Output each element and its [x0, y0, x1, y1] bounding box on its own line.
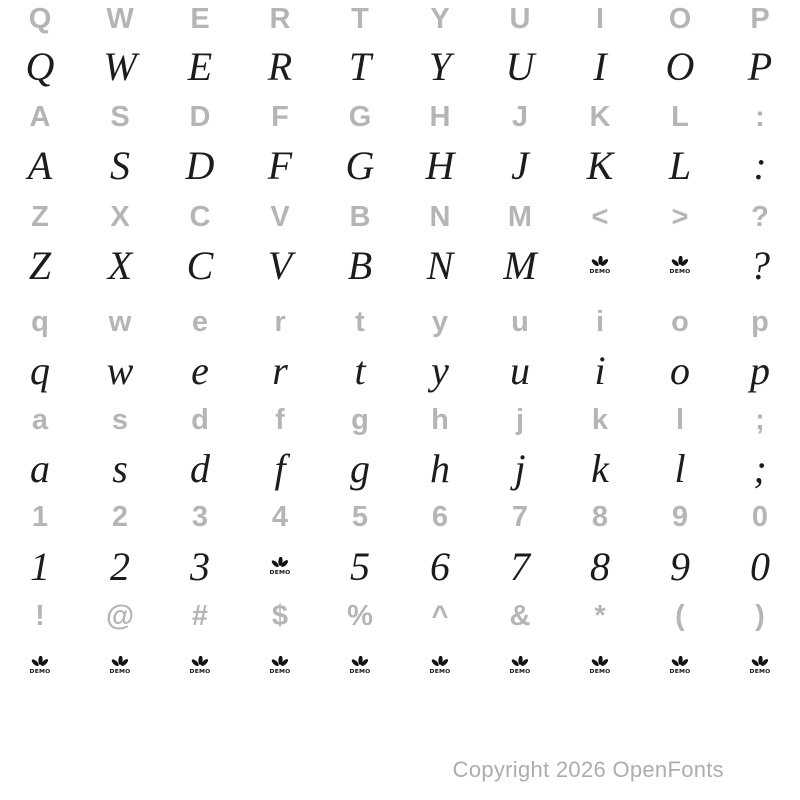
demo-glyph-mark	[590, 256, 611, 275]
glyph-row-9	[0, 395, 800, 445]
glyph-row-11	[0, 492, 800, 542]
glyph-cell: q	[31, 305, 49, 338]
glyph-cell: w	[108, 305, 132, 338]
glyph-cell: d	[190, 445, 210, 491]
glyph-cell: h	[430, 445, 450, 491]
glyph-cell: g	[350, 445, 370, 491]
glyph-cell: Y	[430, 2, 450, 35]
glyph-cell: <	[591, 200, 609, 233]
glyph-cell: 2	[111, 500, 129, 533]
glyph-cell: V	[270, 200, 290, 233]
demo-glyph-mark	[190, 656, 211, 675]
glyph-cell: r	[272, 347, 288, 393]
glyph-cell: 3	[190, 543, 210, 589]
demo-glyph-mark	[430, 656, 451, 675]
glyph-row-10	[0, 443, 800, 493]
glyph-cell: u	[511, 305, 529, 338]
glyph-cell: X	[110, 200, 130, 233]
demo-glyph-label: DEMO	[669, 667, 691, 675]
glyph-cell: 6	[430, 543, 450, 589]
glyph-cell: a	[30, 445, 50, 491]
demo-glyph-label: DEMO	[189, 667, 211, 675]
glyph-cell: &	[509, 599, 531, 632]
glyph-cell: Q	[25, 43, 55, 89]
glyph-cell: A	[27, 142, 53, 188]
glyph-cell: B	[347, 242, 373, 288]
glyph-cell: M	[503, 242, 537, 288]
glyph-cell: s	[111, 403, 129, 436]
glyph-row-5	[0, 192, 800, 242]
demo-glyph	[80, 640, 160, 690]
demo-glyph-label: DEMO	[589, 267, 611, 275]
demo-glyph-mark	[110, 656, 131, 675]
glyph-cell: J	[511, 142, 529, 188]
glyph-cell: O	[668, 2, 692, 35]
glyph-cell: R	[267, 43, 293, 89]
demo-fleuron-icon	[110, 656, 130, 668]
glyph-cell: 6	[431, 500, 449, 533]
glyph-cell: g	[351, 403, 369, 436]
glyph-cell: P	[750, 2, 770, 35]
glyph-row-1	[0, 0, 800, 44]
demo-glyph	[240, 541, 320, 591]
glyph-cell: 4	[271, 500, 289, 533]
demo-glyph-label: DEMO	[269, 667, 291, 675]
demo-glyph-label: DEMO	[29, 667, 51, 675]
glyph-cell: p	[751, 305, 769, 338]
glyph-cell: I	[595, 2, 605, 35]
glyph-cell: T	[348, 43, 372, 89]
demo-glyph	[0, 640, 80, 690]
glyph-cell: ;	[753, 445, 767, 491]
demo-glyph	[480, 640, 560, 690]
glyph-cell: W	[103, 43, 137, 89]
glyph-cell: !	[35, 599, 45, 632]
glyph-cell: ?	[750, 242, 770, 288]
glyph-cell: Q	[28, 2, 52, 35]
demo-fleuron-icon	[270, 557, 290, 569]
glyph-cell: 3	[191, 500, 209, 533]
glyph-cell: P	[747, 43, 773, 89]
glyph-cell: ?	[751, 200, 769, 233]
demo-fleuron-icon	[590, 656, 610, 668]
glyph-cell: u	[510, 347, 530, 393]
glyph-cell: M	[507, 200, 533, 233]
demo-glyph	[640, 640, 720, 690]
glyph-cell: w	[106, 347, 134, 393]
glyph-cell: T	[351, 2, 369, 35]
demo-glyph	[160, 640, 240, 690]
glyph-cell: D	[189, 100, 211, 133]
glyph-cell: E	[190, 2, 210, 35]
glyph-cell: N	[429, 200, 451, 233]
glyph-cell: R	[269, 2, 291, 35]
glyph-cell: G	[348, 100, 372, 133]
glyph-cell: B	[349, 200, 371, 233]
glyph-row-14	[0, 640, 800, 690]
demo-fleuron-icon	[30, 656, 50, 668]
demo-glyph-label: DEMO	[269, 568, 291, 576]
glyph-cell: $	[271, 599, 289, 632]
glyph-cell: 7	[510, 543, 530, 589]
demo-glyph	[400, 640, 480, 690]
glyph-cell: 1	[30, 543, 50, 589]
glyph-cell: V	[267, 242, 293, 288]
glyph-cell: N	[426, 242, 454, 288]
glyph-cell: G	[345, 142, 375, 188]
demo-glyph-label: DEMO	[429, 667, 451, 675]
glyph-cell: ;	[755, 403, 765, 436]
demo-glyph-mark	[30, 656, 51, 675]
glyph-cell: o	[671, 305, 689, 338]
demo-glyph-label: DEMO	[509, 667, 531, 675]
demo-glyph-label: DEMO	[349, 667, 371, 675]
glyph-cell: H	[429, 100, 451, 133]
demo-glyph-label: DEMO	[109, 667, 131, 675]
demo-fleuron-icon	[670, 656, 690, 668]
glyph-cell: 2	[110, 543, 130, 589]
glyph-cell: e	[191, 305, 209, 338]
glyph-cell: f	[275, 403, 285, 436]
glyph-row-8	[0, 345, 800, 395]
glyph-cell: K	[586, 142, 614, 188]
glyph-cell: 7	[511, 500, 529, 533]
glyph-cell: F	[267, 142, 293, 188]
glyph-cell: #	[191, 599, 209, 632]
demo-fleuron-icon	[590, 256, 610, 268]
demo-glyph	[560, 640, 640, 690]
glyph-row-6	[0, 240, 800, 290]
demo-fleuron-icon	[190, 656, 210, 668]
demo-fleuron-icon	[350, 656, 370, 668]
glyph-cell: D	[185, 142, 215, 188]
glyph-row-3	[0, 92, 800, 142]
glyph-cell: >	[671, 200, 689, 233]
demo-fleuron-icon	[510, 656, 530, 668]
glyph-cell: k	[591, 445, 609, 491]
glyph-row-2	[0, 41, 800, 91]
glyph-cell: y	[431, 347, 449, 393]
glyph-cell: O	[665, 43, 695, 89]
glyph-cell: f	[274, 445, 286, 491]
glyph-cell: I	[593, 43, 607, 89]
glyph-row-7	[0, 297, 800, 347]
demo-glyph	[720, 640, 800, 690]
glyph-cell: X	[107, 242, 133, 288]
glyph-cell: d	[191, 403, 209, 436]
copyright-text: Copyright 2026 OpenFonts	[452, 757, 724, 782]
glyph-cell: :	[753, 142, 767, 188]
demo-glyph	[560, 240, 640, 290]
glyph-cell: E	[187, 43, 213, 89]
glyph-cell: L	[668, 142, 692, 188]
demo-glyph	[640, 240, 720, 290]
glyph-cell: h	[431, 403, 449, 436]
glyph-cell: %	[347, 599, 373, 632]
demo-glyph	[240, 640, 320, 690]
demo-glyph	[320, 640, 400, 690]
demo-glyph-mark	[670, 256, 691, 275]
glyph-cell: )	[755, 599, 765, 632]
glyph-cell: 5	[350, 543, 370, 589]
glyph-cell: r	[274, 305, 286, 338]
glyph-cell: 9	[670, 543, 690, 589]
demo-glyph-mark	[270, 557, 291, 576]
glyph-cell: U	[505, 43, 535, 89]
glyph-row-4	[0, 140, 800, 190]
demo-glyph-label: DEMO	[589, 667, 611, 675]
glyph-cell: k	[591, 403, 609, 436]
glyph-cell: Z	[28, 242, 52, 288]
demo-glyph-mark	[350, 656, 371, 675]
glyph-cell: q	[30, 347, 50, 393]
demo-glyph-mark	[590, 656, 611, 675]
glyph-cell: y	[431, 305, 449, 338]
glyph-cell: C	[189, 200, 211, 233]
glyph-cell: 0	[751, 500, 769, 533]
glyph-cell: U	[509, 2, 531, 35]
glyph-cell: :	[755, 100, 765, 133]
glyph-cell: K	[589, 100, 611, 133]
glyph-cell: l	[674, 445, 686, 491]
glyph-cell: t	[355, 305, 365, 338]
glyph-cell: 9	[671, 500, 689, 533]
glyph-cell: L	[671, 100, 689, 133]
glyph-cell: 1	[31, 500, 49, 533]
glyph-cell: ^	[431, 599, 449, 632]
glyph-cell: 8	[590, 543, 610, 589]
glyph-cell: o	[670, 347, 690, 393]
demo-fleuron-icon	[670, 256, 690, 268]
demo-glyph-label: DEMO	[749, 667, 771, 675]
glyph-cell: A	[29, 100, 51, 133]
glyph-cell: 5	[351, 500, 369, 533]
glyph-cell: H	[425, 142, 455, 188]
demo-glyph-mark	[270, 656, 291, 675]
demo-fleuron-icon	[270, 656, 290, 668]
demo-glyph-label: DEMO	[669, 267, 691, 275]
glyph-cell: @	[105, 599, 135, 632]
glyph-cell: S	[110, 142, 130, 188]
demo-glyph-mark	[750, 656, 771, 675]
glyph-cell: j	[515, 403, 525, 436]
glyph-cell: l	[675, 403, 685, 436]
glyph-cell: e	[191, 347, 209, 393]
glyph-cell: s	[112, 445, 128, 491]
demo-glyph-mark	[510, 656, 531, 675]
glyph-cell: S	[110, 100, 130, 133]
glyph-cell: 8	[591, 500, 609, 533]
glyph-cell: J	[511, 100, 529, 133]
glyph-cell: 0	[750, 543, 770, 589]
glyph-cell: i	[595, 305, 605, 338]
glyph-cell: p	[750, 347, 770, 393]
glyph-row-13	[0, 591, 800, 641]
glyph-cell: a	[31, 403, 49, 436]
glyph-cell: W	[106, 2, 134, 35]
glyph-cell: *	[594, 599, 606, 632]
glyph-cell: (	[675, 599, 685, 632]
glyph-cell: F	[271, 100, 289, 133]
glyph-cell: C	[186, 242, 214, 288]
demo-fleuron-icon	[430, 656, 450, 668]
glyph-cell: j	[514, 445, 526, 491]
glyph-row-12	[0, 541, 800, 591]
demo-glyph-mark	[670, 656, 691, 675]
glyph-cell: i	[594, 347, 606, 393]
glyph-cell: Y	[428, 43, 452, 89]
glyph-cell: Z	[31, 200, 49, 233]
demo-fleuron-icon	[750, 656, 770, 668]
glyph-cell: t	[354, 347, 366, 393]
